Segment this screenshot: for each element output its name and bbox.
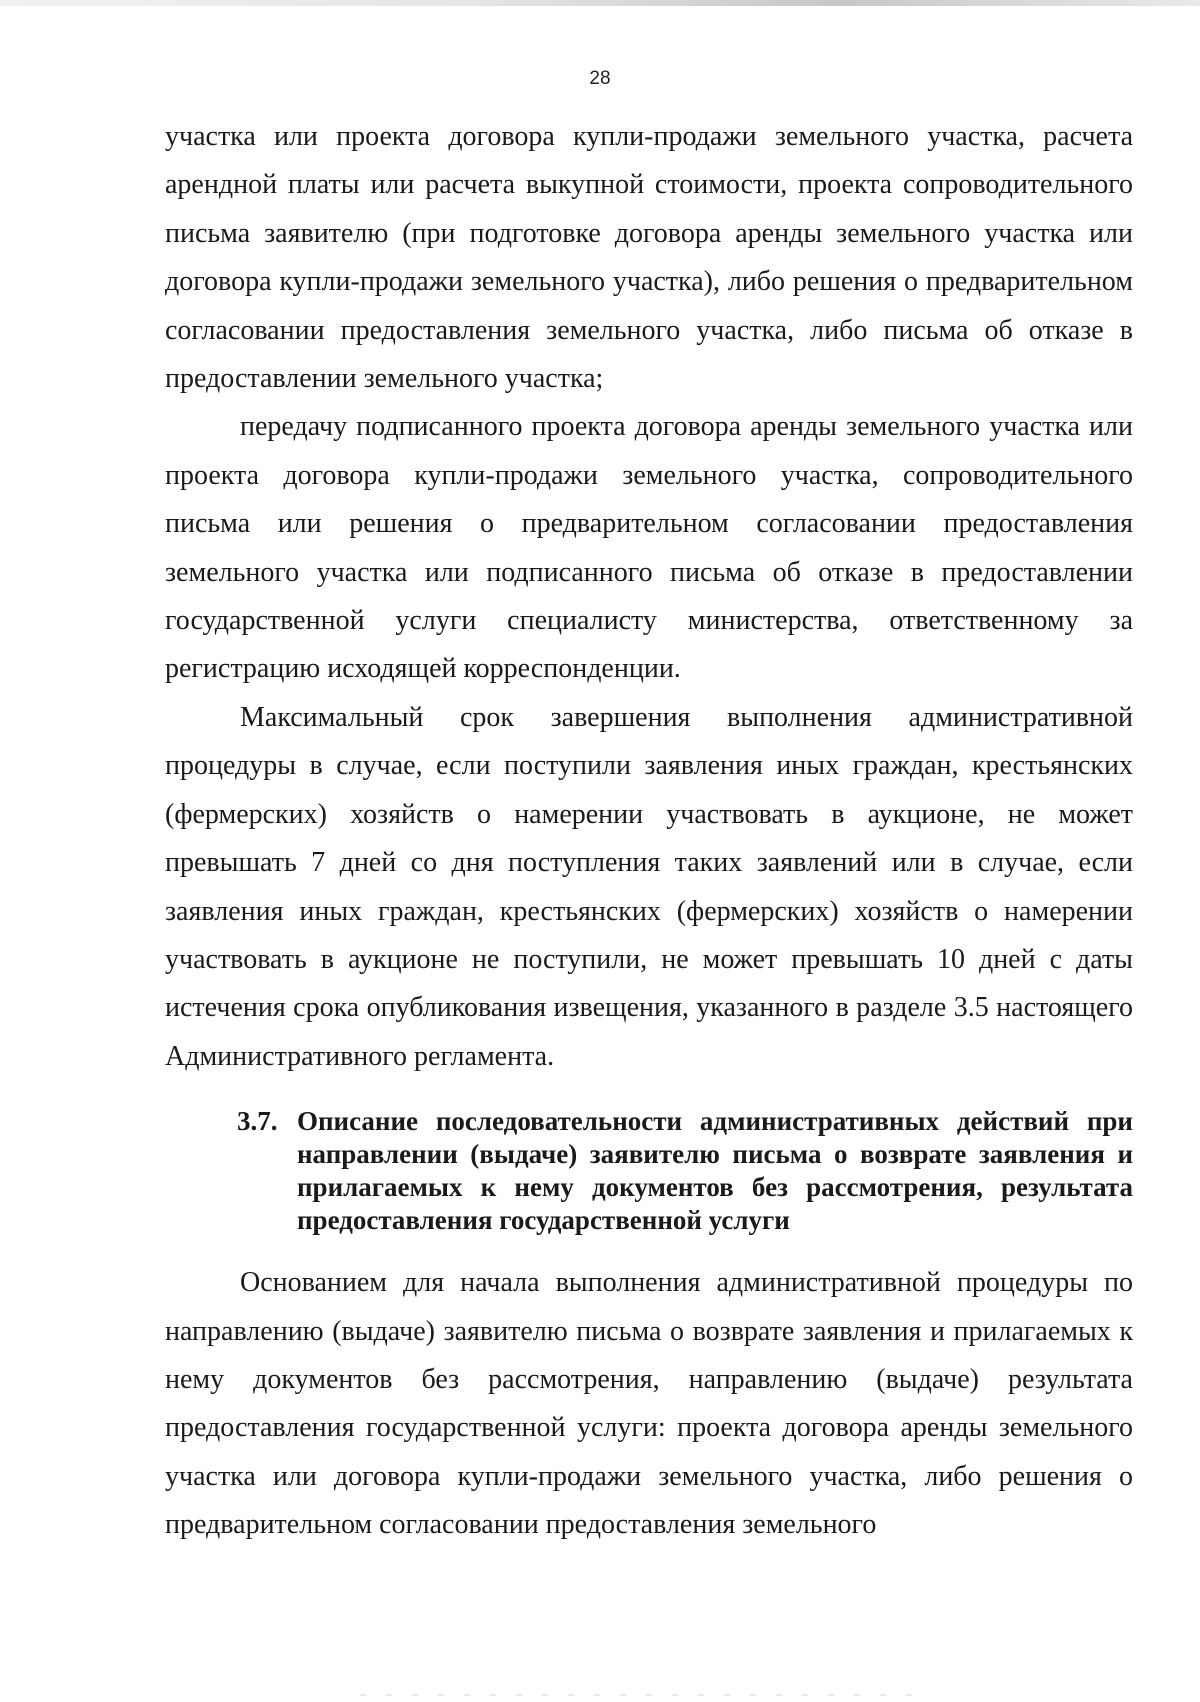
paragraph-basis: Основанием для начала выполнения административной процедуры по направлению (выдаче) заявителю письма о возврате заявления и прилагаемых к нему документов без рассмотрения, направлению (выдаче) результата предоставления государственной услуги: проекта договора аренды земельного участка или договора купли-продажи земельного участка, либо решения о предварительном согласовании предоставления земельного — [165, 1267, 1133, 1541]
paragraph-continuation: участка или проекта договора купли-продажи земельного участка, расчета арендной платы или расчета выкупной стоимости, проекта сопроводительного письма заявителю (при подготовке договора аренды земельного участка или договора купли-продажи земельного участка), либо решения о предварительном согласовании предоставления земельного участка, либо письма об отказе в предоставлении земельного участка; — [165, 121, 1133, 395]
section-title: Описание последовательности административных действий при направлении (выдаче) заявителю письма о возврате заявления и прилагаемых к нему документов без рассмотрения, результата предоставления государственной услуги — [297, 1106, 1133, 1236]
section-number: 3.7. — [237, 1106, 278, 1137]
section-heading — [165, 1105, 1133, 1237]
paragraph-max-term: Максимальный срок завершения выполнения административной процедуры в случае, если поступили заявления иных граждан, крестьянских (фермерских) хозяйств о намерении участвовать в аукционе, не может превышать 7 дней со дня поступления таких заявлений или в случае, если заявления иных граждан, крестьянских (фермерских) хозяйств о намерении участвовать в аукционе не поступили, не может превышать 10 дней с даты истечения срока опубликования извещения, указанного в разделе 3.5 настоящего Административного регламента. — [165, 701, 1133, 1072]
paragraph-transfer: передачу подписанного проекта договора аренды земельного участка или проекта договора купли-продажи земельного участка, сопроводительного письма или решения о предварительном согласовании предоставления земельного участка или подписанного письма об отказе в предоставлении государственной услуги специалисту министерства, ответственному за регистрацию исходящей корреспонденции. — [165, 411, 1133, 685]
scan-edge-top — [0, 0, 1200, 6]
page-number: 28 — [589, 68, 611, 89]
scan-edge-bottom — [360, 1694, 920, 1696]
document-body — [165, 113, 1133, 1550]
